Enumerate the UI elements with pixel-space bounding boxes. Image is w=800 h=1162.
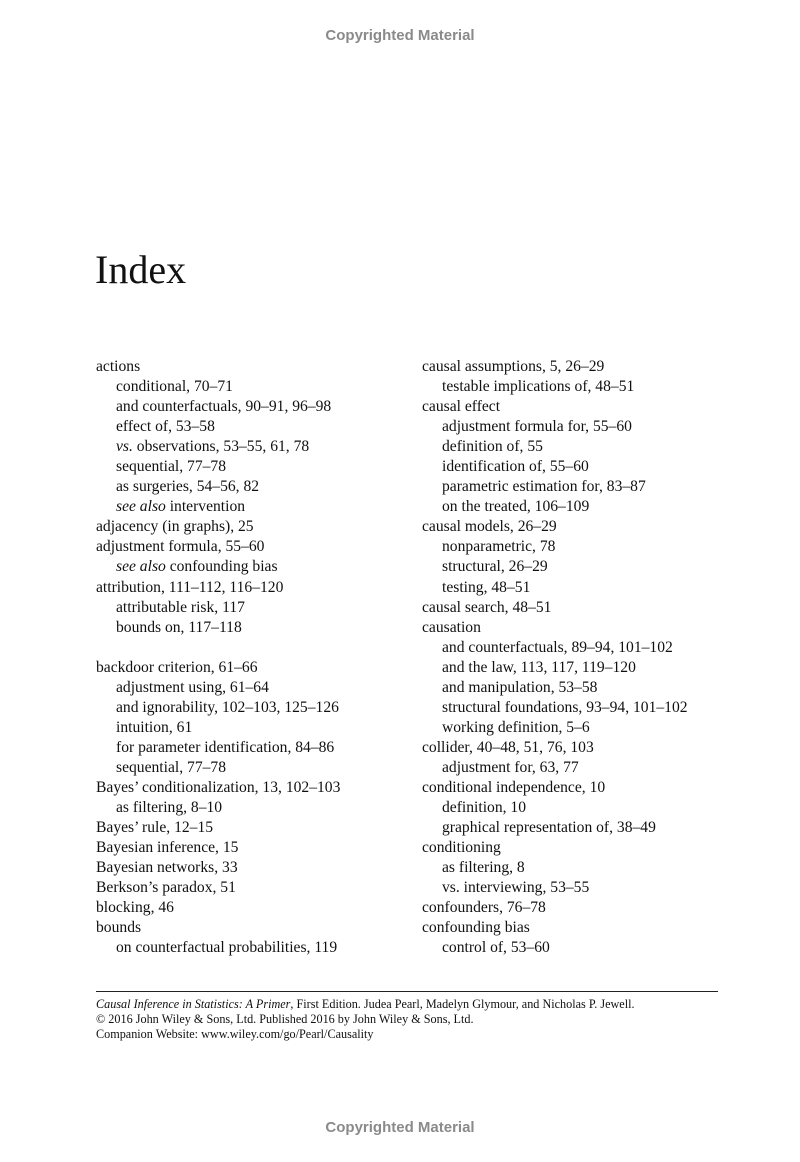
- index-entry: [96, 778, 340, 798]
- entry-spacer: [96, 638, 340, 658]
- index-subentry: [96, 437, 340, 457]
- entry-text: conditional independence, 10: [422, 778, 606, 796]
- index-entry: [96, 878, 340, 898]
- index-subentry: [422, 718, 688, 738]
- index-entry: [422, 517, 688, 537]
- entry-text: causal assumptions, 5, 26–29: [422, 358, 605, 375]
- index-entry: [96, 517, 340, 537]
- index-entry: [422, 598, 688, 618]
- index-entry: [96, 818, 340, 838]
- entry-text: confounding bias: [422, 919, 530, 937]
- index-subentry: [96, 718, 340, 738]
- entry-text: identification of, 55–60: [442, 458, 589, 476]
- entry-text: adjustment for, 63, 77: [442, 758, 579, 776]
- index-entry: [422, 357, 688, 377]
- entry-text: structural, 26–29: [442, 558, 548, 576]
- entry-text: graphical representation of, 38–49: [442, 819, 656, 837]
- index-subentry: [422, 798, 688, 818]
- entry-text: backdoor criterion, 61–66: [96, 658, 258, 676]
- index-subentry: [96, 397, 340, 417]
- entry-text: adjacency (in graphs), 25: [96, 518, 254, 536]
- index-subentry: [96, 457, 340, 477]
- entry-text: observations, 53–55, 61, 78: [132, 438, 310, 456]
- entry-text: bounds: [96, 919, 142, 937]
- entry-text: confounders, 76–78: [422, 899, 546, 917]
- entry-text: working definition, 5–6: [442, 718, 590, 736]
- index-subentry: [422, 557, 688, 577]
- footer-rule: [96, 991, 718, 992]
- entry-text: on counterfactual probabilities, 119: [116, 939, 338, 957]
- entry-text: causal search, 48–51: [422, 598, 552, 616]
- index-subentry: [422, 477, 688, 497]
- index-subentry: [96, 758, 340, 778]
- entry-text: structural foundations, 93–94, 101–102: [442, 698, 688, 716]
- entry-text: attribution, 111–112, 116–120: [96, 578, 284, 596]
- index-entry: [422, 838, 688, 858]
- entry-italic-prefix: see also: [116, 558, 166, 576]
- entry-text: adjustment formula for, 55–60: [442, 418, 632, 436]
- entry-text: definition, 10: [442, 799, 527, 817]
- index-subentry: [96, 698, 340, 718]
- entry-text: parametric estimation for, 83–87: [442, 478, 646, 496]
- entry-text: adjustment using, 61–64: [116, 678, 269, 696]
- index-subentry: [422, 638, 688, 658]
- index-subentry: [96, 798, 340, 818]
- index-subentry: [96, 377, 340, 397]
- entry-text: Bayesian inference, 15: [96, 839, 239, 857]
- index-entry: [96, 838, 340, 858]
- index-subentry: [422, 457, 688, 477]
- index-entry: [422, 918, 688, 938]
- index-subentry: [96, 557, 340, 577]
- entry-text: vs. interviewing, 53–55: [442, 879, 590, 897]
- entry-text: and counterfactuals, 89–94, 101–102: [442, 638, 673, 656]
- index-subentry: [422, 698, 688, 718]
- index-entry: [96, 578, 340, 598]
- index-entry: [422, 397, 688, 417]
- entry-text: as filtering, 8–10: [116, 799, 223, 817]
- index-subentry: [422, 578, 688, 598]
- entry-text: causal effect: [422, 398, 501, 416]
- index-subentry: [422, 437, 688, 457]
- entry-text: as filtering, 8: [442, 859, 525, 877]
- index-entry: [422, 898, 688, 918]
- entry-text: blocking, 46: [96, 899, 174, 917]
- index-subentry: [422, 858, 688, 878]
- entry-text: testing, 48–51: [442, 578, 531, 596]
- index-column-left: [96, 357, 340, 958]
- index-entry: [96, 357, 340, 377]
- entry-text: causation: [422, 618, 481, 636]
- index-subentry: [422, 678, 688, 698]
- index-subentry: [422, 497, 688, 517]
- entry-text: conditional, 70–71: [116, 378, 233, 396]
- index-entry: [96, 918, 340, 938]
- index-entry: [96, 858, 340, 878]
- entry-text: and counterfactuals, 90–91, 96–98: [116, 398, 332, 416]
- entry-text: bounds on, 117–118: [116, 618, 242, 636]
- index-subentry: [96, 477, 340, 497]
- entry-text: actions: [96, 358, 141, 375]
- entry-text: as surgeries, 54–56, 82: [116, 478, 260, 496]
- entry-italic-prefix: see also: [116, 498, 166, 516]
- entry-text: collider, 40–48, 51, 76, 103: [422, 738, 594, 756]
- entry-text: Berkson’s paradox, 51: [96, 879, 236, 897]
- index-column-right: [422, 357, 688, 958]
- watermark-top: Copyrighted Material: [325, 27, 475, 44]
- footer-line-1: Causal Inference in Statistics: A Primer, First Edition. Judea Pearl, Madelyn Glymour, and Nicholas P. Jewell.: [96, 997, 635, 1011]
- entry-text: nonparametric, 78: [442, 538, 556, 556]
- index-subentry: [96, 598, 340, 618]
- index-entry: [422, 778, 688, 798]
- entry-text: and manipulation, 53–58: [442, 678, 598, 696]
- index-entry: [96, 898, 340, 918]
- entry-text: effect of, 53–58: [116, 418, 215, 436]
- entry-text: control of, 53–60: [442, 939, 550, 957]
- entry-text: Bayes’ conditionalization, 13, 102–103: [96, 778, 341, 796]
- entry-italic-prefix: vs.: [116, 438, 133, 456]
- index-subentry: [96, 938, 340, 958]
- index-entry: [422, 738, 688, 758]
- entry-text: definition of, 55: [442, 438, 543, 456]
- index-subentry: [422, 377, 688, 397]
- entry-text: conditioning: [422, 839, 501, 857]
- copyright-footer: [96, 997, 635, 1042]
- entry-text: on the treated, 106–109: [442, 498, 590, 516]
- index-subentry: [96, 618, 340, 638]
- entry-text: for parameter identification, 84–86: [116, 738, 335, 756]
- entry-text: causal models, 26–29: [422, 518, 557, 536]
- index-subentry: [96, 497, 340, 517]
- index-entry: [422, 618, 688, 638]
- entry-text: and the law, 113, 117, 119–120: [442, 658, 636, 676]
- entry-text: adjustment formula, 55–60: [96, 538, 265, 556]
- index-subentry: [96, 417, 340, 437]
- index-subentry: [422, 818, 688, 838]
- index-entry: [96, 658, 340, 678]
- index-subentry: [422, 537, 688, 557]
- footer-line-3: Companion Website: www.wiley.com/go/Pearl/Causality: [96, 1027, 374, 1041]
- watermark-bottom: Copyrighted Material: [325, 1119, 475, 1136]
- entry-text: Bayesian networks, 33: [96, 859, 238, 877]
- entry-text: attributable risk, 117: [116, 598, 245, 616]
- entry-text: testable implications of, 48–51: [442, 378, 635, 396]
- entry-text: confounding bias: [165, 558, 278, 576]
- page-title: Index: [95, 247, 187, 292]
- index-subentry: [422, 658, 688, 678]
- index-entry: [96, 537, 340, 557]
- footer-line-2: © 2016 John Wiley & Sons, Ltd. Published 2016 by John Wiley & Sons, Ltd.: [96, 1012, 474, 1026]
- entry-text: intervention: [165, 498, 246, 516]
- entry-text: intuition, 61: [116, 718, 193, 736]
- index-subentry: [96, 678, 340, 698]
- entry-text: and ignorability, 102–103, 125–126: [116, 698, 339, 716]
- index-subentry: [96, 738, 340, 758]
- index-subentry: [422, 938, 688, 958]
- index-subentry: [422, 878, 688, 898]
- index-subentry: [422, 758, 688, 778]
- entry-text: Bayes’ rule, 12–15: [96, 819, 214, 837]
- entry-text: sequential, 77–78: [116, 758, 227, 776]
- index-subentry: [422, 417, 688, 437]
- book-title: Causal Inference in Statistics: A Primer: [96, 997, 291, 1011]
- entry-text: sequential, 77–78: [116, 458, 227, 476]
